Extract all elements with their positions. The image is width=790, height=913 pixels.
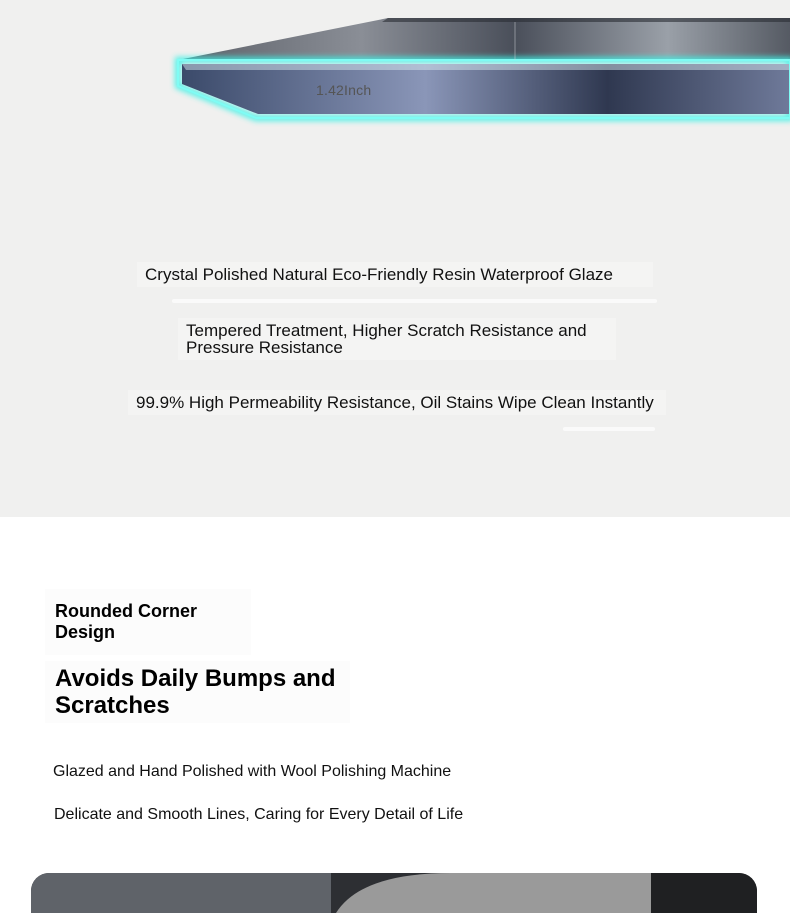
feature-scratch-resistance: Tempered Treatment, Higher Scratch Resistance and Pressure Resistance bbox=[178, 318, 616, 360]
marble-slab-edge-image bbox=[0, 0, 790, 200]
feature-glaze: Crystal Polished Natural Eco-Friendly Resin Waterproof Glaze bbox=[137, 262, 653, 287]
detail-smooth-lines: Delicate and Smooth Lines, Caring for Every Detail of Life bbox=[54, 806, 464, 823]
design-tag: Rounded Corner Design bbox=[45, 589, 251, 655]
feature-underline bbox=[563, 427, 655, 431]
detail-polishing: Glazed and Hand Polished with Wool Polishing Machine bbox=[53, 763, 452, 780]
feature-underline bbox=[172, 299, 657, 303]
thickness-label: 1.42Inch bbox=[316, 82, 372, 98]
feature-permeability: 99.9% High Permeability Resistance, Oil Stains Wipe Clean Instantly bbox=[128, 390, 666, 415]
design-headline: Avoids Daily Bumps and Scratches bbox=[45, 661, 350, 723]
product-photo bbox=[31, 873, 757, 913]
